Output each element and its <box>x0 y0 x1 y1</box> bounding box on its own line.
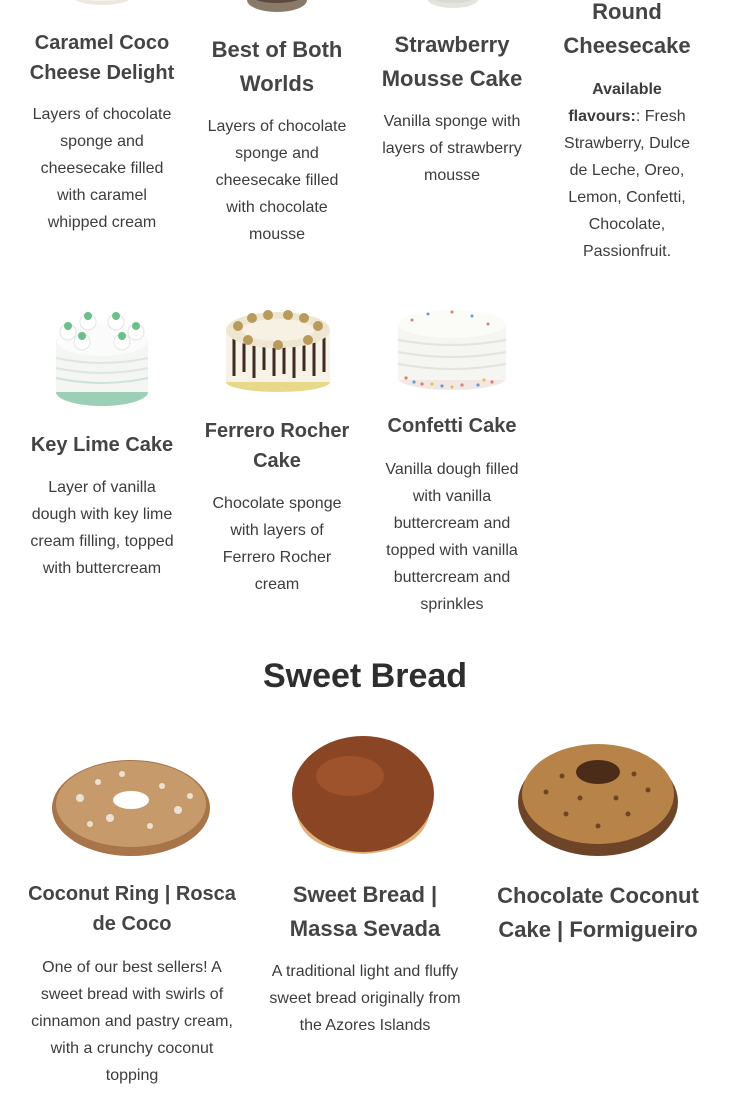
ferrero-rocher-cake-image <box>218 296 338 396</box>
confetti-cake-title: Confetti Cake <box>387 415 517 437</box>
coconut-ring-title: Coconut Ring | Rosca de Coco <box>28 883 236 935</box>
strawberry-mousse-cake-title: Strawberry Mousse Cake <box>381 32 523 91</box>
strawberry-mousse-cake-image <box>425 0 481 10</box>
caramel-coco-cake-title: Caramel Coco Cheese Delight <box>29 32 175 84</box>
best-of-both-worlds-cake-image <box>245 0 309 14</box>
confetti-cake-description: Vanilla dough filled with vanilla buttercream and topped with vanilla buttercream and sprinkles <box>385 461 519 613</box>
round-cheesecake-flavours <box>557 76 697 265</box>
caramel-coco-cake-description: Layers of chocolate sponge and cheesecake filled with caramel whipped cream <box>32 106 172 231</box>
best-of-both-worlds-cake-description: Layers of chocolate sponge and cheesecake filled with chocolate mousse <box>207 118 347 243</box>
flavours-label: Available flavours: <box>568 81 662 125</box>
confetti-cake-image <box>392 296 512 392</box>
key-lime-cake-title: Key Lime Cake <box>30 434 174 456</box>
round-cheesecake-title: Round Cheesecake <box>563 0 691 58</box>
chocolate-coconut-cake-title: Chocolate Coconut Cake | Formigueiro <box>497 883 699 942</box>
sweet-bread-title: Sweet Bread | Massa Sevada <box>289 882 441 941</box>
caramel-coco-cake-image <box>70 0 134 6</box>
flavours-list: : Fresh Strawberry, Dulce de Leche, Oreo, Lemon, Confetti, Chocolate, Passionfruit. <box>564 108 690 260</box>
ferrero-rocher-cake-description: Chocolate sponge with layers of Ferrero Rocher cream <box>212 495 342 593</box>
ferrero-rocher-cake-title: Ferrero Rocher Cake <box>204 420 350 472</box>
key-lime-cake-image <box>42 296 162 412</box>
sweet-bread-description: A traditional light and fluffy sweet bread originally from the Azores Islands <box>269 963 461 1034</box>
coconut-ring-image <box>50 752 212 860</box>
sweet-bread-heading: Sweet Bread <box>262 657 468 695</box>
key-lime-cake-description: Layer of vanilla dough with key lime cream filling, topped with buttercream <box>30 479 174 577</box>
coconut-ring-description: One of our best sellers! A sweet bread with swirls of cinnamon and pastry cream, with a crunchy coconut topping <box>31 959 233 1084</box>
strawberry-mousse-cake-description: Vanilla sponge with layers of strawberry mousse <box>382 113 522 184</box>
chocolate-coconut-cake-image <box>516 736 680 858</box>
sweet-bread-image <box>290 732 436 858</box>
best-of-both-worlds-cake-title: Best of Both Worlds <box>211 37 343 96</box>
